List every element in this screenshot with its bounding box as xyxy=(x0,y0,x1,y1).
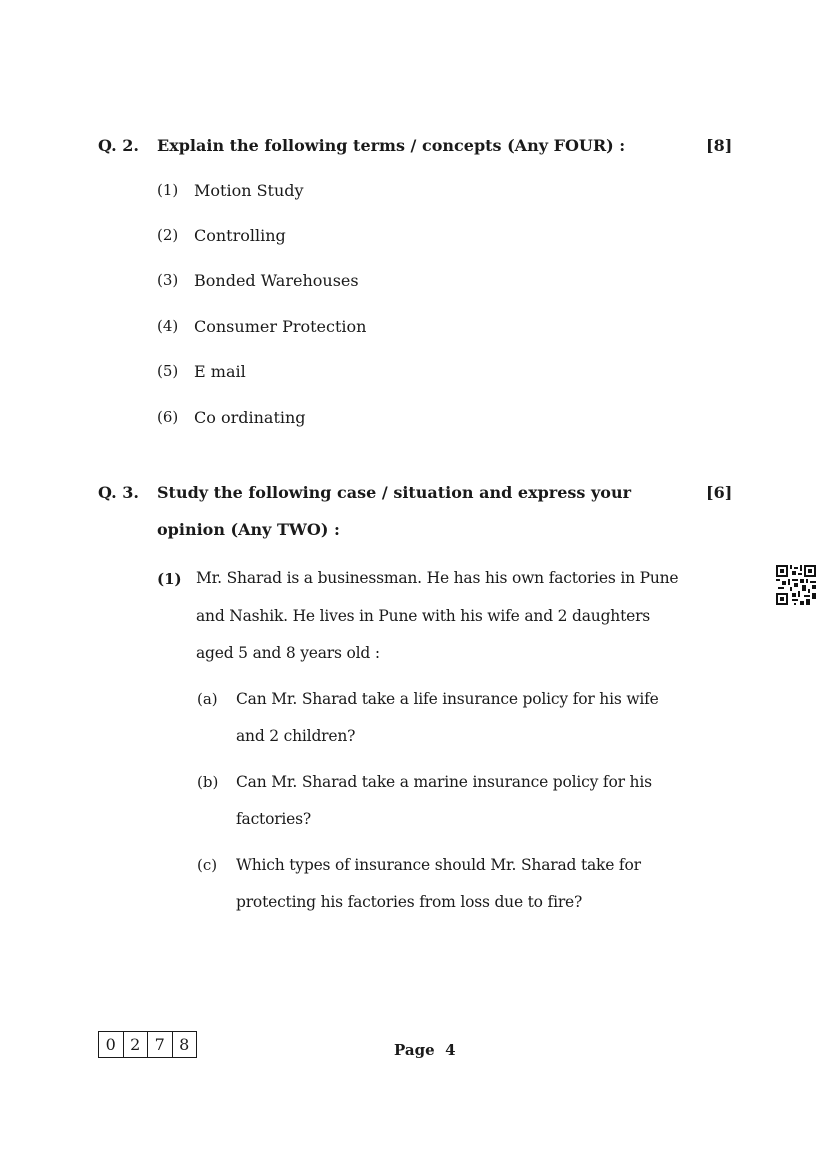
sub-question-num: (b) xyxy=(197,773,219,791)
q2-number: Q. 2. xyxy=(98,136,139,155)
q2-item-num: (2) xyxy=(157,226,179,244)
sub-question-num: (a) xyxy=(197,690,218,708)
q2-text: Explain the following terms / concepts (Any FOUR) : xyxy=(157,136,626,155)
q2-item-label: Motion Study xyxy=(194,181,304,200)
q3-text-line2: opinion (Any TWO) : xyxy=(157,520,340,539)
sub-question-num: (c) xyxy=(197,856,218,874)
case1-number: (1) xyxy=(157,570,182,588)
q2-item-num: (1) xyxy=(157,181,179,199)
sub-question-line: and 2 children? xyxy=(236,727,356,745)
q2-item-num: (5) xyxy=(157,362,179,380)
paper-code-boxes xyxy=(98,1031,197,1058)
q3-number: Q. 3. xyxy=(98,483,139,502)
code-digit: 8 xyxy=(179,1035,190,1054)
q2-marks: [8] xyxy=(706,136,733,155)
sub-question-line: factories? xyxy=(236,810,312,828)
q3-marks: [6] xyxy=(706,483,733,502)
code-digit: 0 xyxy=(99,1032,124,1057)
q2-item-label: Bonded Warehouses xyxy=(194,271,359,290)
q2-item-label: Controlling xyxy=(194,226,286,245)
q2-item-label: Co ordinating xyxy=(194,408,306,427)
case1-line: and Nashik. He lives in Pune with his wife and 2 daughters xyxy=(196,607,651,625)
q2-item-num: (3) xyxy=(157,271,179,289)
q2-item-num: (6) xyxy=(157,408,179,426)
q3-text-line1: Study the following case / situation and express your xyxy=(157,483,632,502)
sub-question-line: Can Mr. Sharad take a marine insurance policy for his xyxy=(236,773,652,791)
sub-question-line: Which types of insurance should Mr. Sharad take for xyxy=(236,856,641,874)
code-digit: 7 xyxy=(148,1032,173,1057)
sub-question-line: Can Mr. Sharad take a life insurance policy for his wife xyxy=(236,690,659,708)
qr-code-icon xyxy=(776,565,816,605)
case1-line: Mr. Sharad is a businessman. He has his own factories in Pune xyxy=(196,569,679,587)
code-digit: 2 xyxy=(124,1032,149,1057)
q2-item-label: E mail xyxy=(194,362,246,381)
sub-question-line: protecting his factories from loss due to fire? xyxy=(236,893,583,911)
page-number: Page 4 xyxy=(394,1041,456,1059)
case1-line: aged 5 and 8 years old : xyxy=(196,644,380,662)
q2-item-num: (4) xyxy=(157,317,179,335)
q2-item-label: Consumer Protection xyxy=(194,317,367,336)
